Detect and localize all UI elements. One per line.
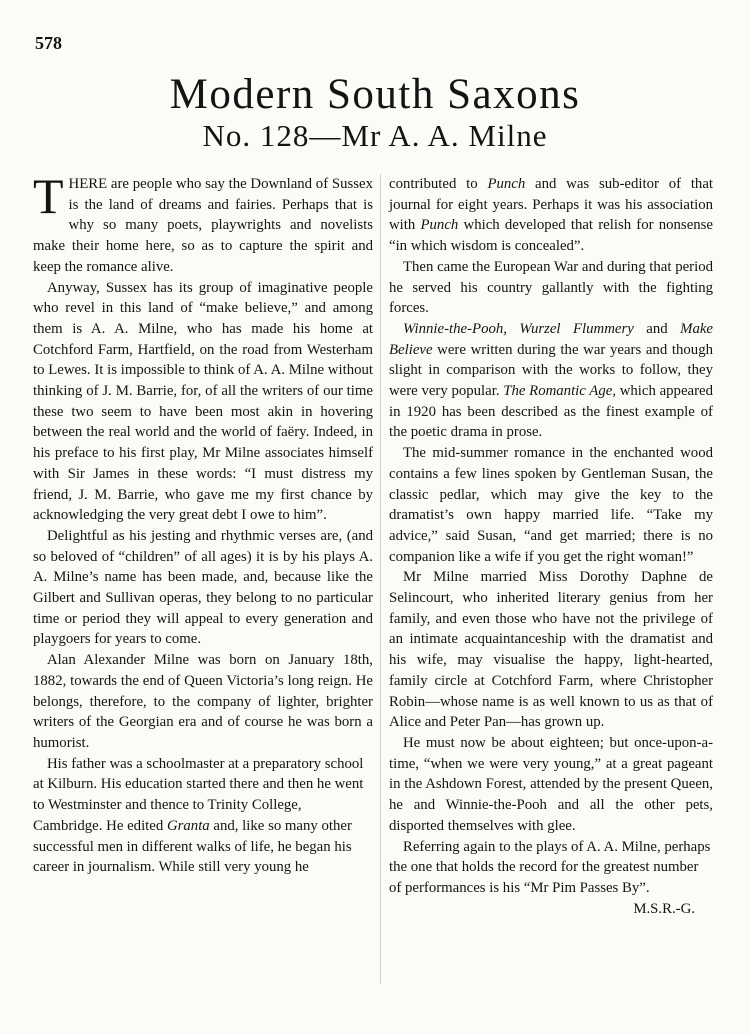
paragraph: Then came the European War and during that period he served his country gallantly with the fighting forces. [389,258,713,317]
paragraph: Anyway, Sussex has its group of imaginative people who revel in this land of “make believe,” and among them is A. A. Milne, who has made his home at Cotchford Farm, Hartfield, on the road from Westerham to Lewes. It is impossible to think of A. A. Milne without thinking of J. M. Barrie, for, of all the writers of our time these two seem to have been most akin in hovering between the real world and the world of faëry. Indeed, in his preface to his first play, Mr Milne associates himself with Sir James in these words: “I must distress my friend, J. M. Barrie, who gave me my first chance by acknowledging the very great debt I owe to him”. [33,279,373,524]
article-body [33,168,714,989]
paragraph-text: and [633,320,681,337]
paragraph [33,168,373,278]
paragraph-text: contributed to [389,176,488,192]
italic-title: Winnie-the-Pooh, Wurzel Flummery [403,320,634,337]
paragraph-text: and was sub-editor of that journal for eight years. Perhaps it was his association with [389,176,714,234]
drop-cap: T [33,168,64,224]
paragraph-text: HERE are people who say the Downland of Sussex is the land of dreams and fairies. Perhaps that is why so many poets, playwrights and novelists make their home here, so as to capture the spirit and keep the romance alive. [33,176,373,275]
italic-title: The Romantic Age [503,383,613,400]
column-divider [380,174,381,984]
paragraph [389,319,713,443]
paragraph-text: which developed that relish for nonsense “in which wisdom is concealed”. [389,217,713,255]
paragraph-text: and, like so many other successful men in different walks of life, he began his career in journalism. While still very young he [33,817,352,876]
italic-title: Granta [166,817,210,834]
italic-title: Punch [420,217,459,234]
left-column [33,168,373,878]
italic-title: Punch [487,176,526,192]
italic-title: Make Believe [389,320,714,358]
paragraph-text: His father was a schoolmaster at a preparatory school at Kilburn. His education started there and then he went to Westminster and thence to Trinity College, Cambridge. He edited [33,755,364,834]
paragraph: Alan Alexander Milne was born on January 18th, 1882, towards the end of Queen Victoria’s long reign. He belongs, therefore, to the company of lighter, brighter writers of the Georgian era and of course he was born a humorist. [33,652,373,751]
paragraph [389,174,713,257]
paragraph-text: , which appeared in 1920 has been described as the finest example of the poetic drama in prose. [389,383,713,441]
paragraph: The mid-summer romance in the enchanted wood contains a few lines spoken by Gentleman Susan, the classic pedlar, which may give the key to the dramatist’s own happy married life. “Take my advice,” said Susan, “and get married; there is no companion like a wife if you get the right woman!” [389,445,713,565]
paragraph: He must now be about eighteen; but once-upon-a-time, “when we were very young,” at a great pageant in the Ashdown Forest, attended by the present Queen, he and Winnie-the-Pooh and all the other pets, disported themselves with glee. [389,734,713,834]
right-column [389,174,713,919]
paragraph: Delightful as his jesting and rhythmic verses are, (and so beloved of “children” of all ages) it is by his plays A. A. Milne’s name has been made, and, because like the Gilbert and Sullivan operas, they belong to no particular time or period they will appeal to every generation and playgoers for years to come. [33,527,373,648]
page-title: Modern South Saxons [169,71,581,118]
page-subtitle: No. 128—Mr A. A. Milne [202,118,548,153]
paragraph-text: were written during the war years and though slight in comparison with the works to follow, they were very popular. [389,341,713,400]
paragraph-text: Referring again to the plays of A. A. Milne, perhaps the one that holds the record for the greatest number of performances is his “Mr Pim Passes By”. [389,838,711,896]
author-signature: M.S.R.-G. [633,900,695,917]
paragraph [389,837,713,917]
paragraph: Mr Milne married Miss Dorothy Daphne de Selincourt, who inherited literary genius from her family, and even those who have not the privilege of an intimate acquaintanceship with the dramatist and his wife, may visualise the happy, light-hearted, family circle at Cotchford Farm, where Christopher Robin—whose name is as well known to us as that of Alice and Peter Pan—has grown up. [389,569,713,731]
page-number: 578 [35,33,62,53]
paragraph [33,754,373,878]
